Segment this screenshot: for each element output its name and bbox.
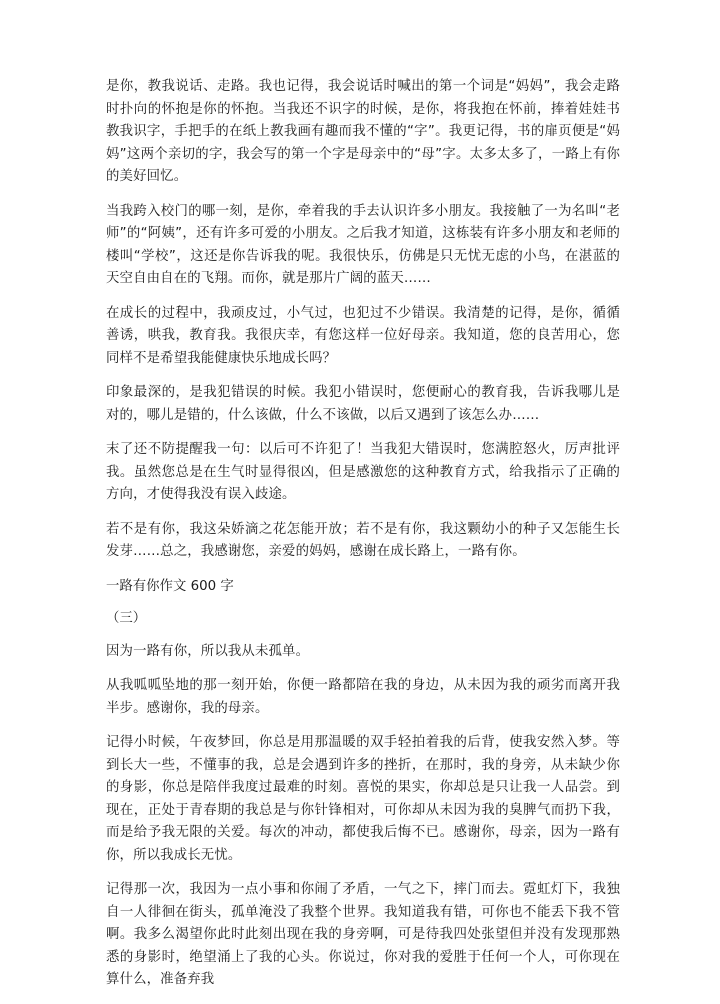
paragraph-6: 若不是有你，我这朵娇滴之花怎能开放；若不是有你，我这颗幼小的种子又怎能生长发芽……总之，我感谢您，亲爱的妈妈，感谢在成长路上，一路有你。 bbox=[106, 521, 620, 559]
paragraph-1: 是你，教我说话、走路。我也记得，我会说话时喊出的第一个词是“妈妈”，我会走路时扑向的怀抱是你的怀抱。当我还不识字的时候，是你，将我抱在怀前，捧着娃娃书教我识字，手把手的在纸上教我画有趣而我不懂的“字”。我更记得，书的扉页便是“妈妈”这两个亲切的字，我会写的第一个字是母亲中的“母”字。太多太多了，一路上有你的美好回忆。 bbox=[106, 79, 620, 184]
paragraph-4: 印象最深的，是我犯错误的时候。我犯小错误时，您便耐心的教育我，告诉我哪儿是对的，哪儿是错的，什么该做，什么不该做，以后又遇到了该怎么办…… bbox=[106, 385, 620, 423]
paragraph-10: 记得那一次，我因为一点小事和你闹了矛盾，一气之下，摔门而去。霓虹灯下，我独自一人徘徊在街头，孤单淹没了我整个世界。我知道我有错，可你也不能丢下我不管啊。我多么渴望你此时此刻出现在我的身旁啊，可是待我四处张望但并没有发现那熟悉的身影时，绝望涌上了我的心头。你说过，你对我的爱胜于任何一个人，可你现在算什么，准备弃我 bbox=[106, 882, 620, 987]
paragraph-7: 因为一路有你，所以我从未孤单。 bbox=[106, 643, 310, 659]
paragraph-3: 在成长的过程中，我顽皮过，小气过，也犯过不少错误。我清楚的记得，是你，循循善诱，哄我，教育我。我很庆幸，有您这样一位好母亲。我知道，您的良苦用心，您同样不是希望我能健康快乐地成长吗？ bbox=[106, 305, 620, 366]
paragraph-8: 从我呱呱坠地的那一刻开始，你便一路都陪在我的身边，从未因为我的顽劣而离开我半步。感谢你，我的母亲。 bbox=[106, 678, 620, 716]
paragraph-5: 末了还不防提醒我一句：以后可不许犯了！当我犯大错误时，您满腔怒火，厉声批评我。虽然您总是在生气时显得很凶，但是感激您的这种教育方式，给我指示了正确的方向，才使得我没有误入歧途。 bbox=[106, 442, 620, 502]
paragraph-2: 当我跨入校门的哪一刻，是你，牵着我的手去认识许多小朋友。我接触了一为名叫“老师”的“阿姨”，还有许多可爱的小朋友。之后我才知道，这栋装有许多小朋友和老师的楼叫“学校”，这还是你告诉我的呢。我很快乐，仿佛是只无忧无虑的小鸟，在湛蓝的天空自由自在的飞翔。而你，就是那片广阔的蓝天…… bbox=[106, 203, 620, 286]
paragraph-9: 记得小时候，午夜梦回，你总是用那温暖的双手轻拍着我的后背，使我安然入梦。等到长大一些，不懂事的我，总是会遇到许多的挫折，在那时，我的身旁，从未缺少你的身影，你总是陪伴我度过最难的时刻。喜悦的果实，你却总是只让我一人品尝。到现在，正处于青春期的我总是与你针锋相对，可你却从未因为我的臭脾气而扔下我，而是给予我无限的关爱。每次的冲动，都使我后悔不已。感谢你，母亲，因为一路有你，所以我成长无忧。 bbox=[106, 735, 620, 863]
section-label: （三） bbox=[106, 611, 147, 626]
document-page bbox=[106, 76, 620, 1004]
essay-heading: 一路有你作文 600 字 bbox=[106, 578, 234, 594]
